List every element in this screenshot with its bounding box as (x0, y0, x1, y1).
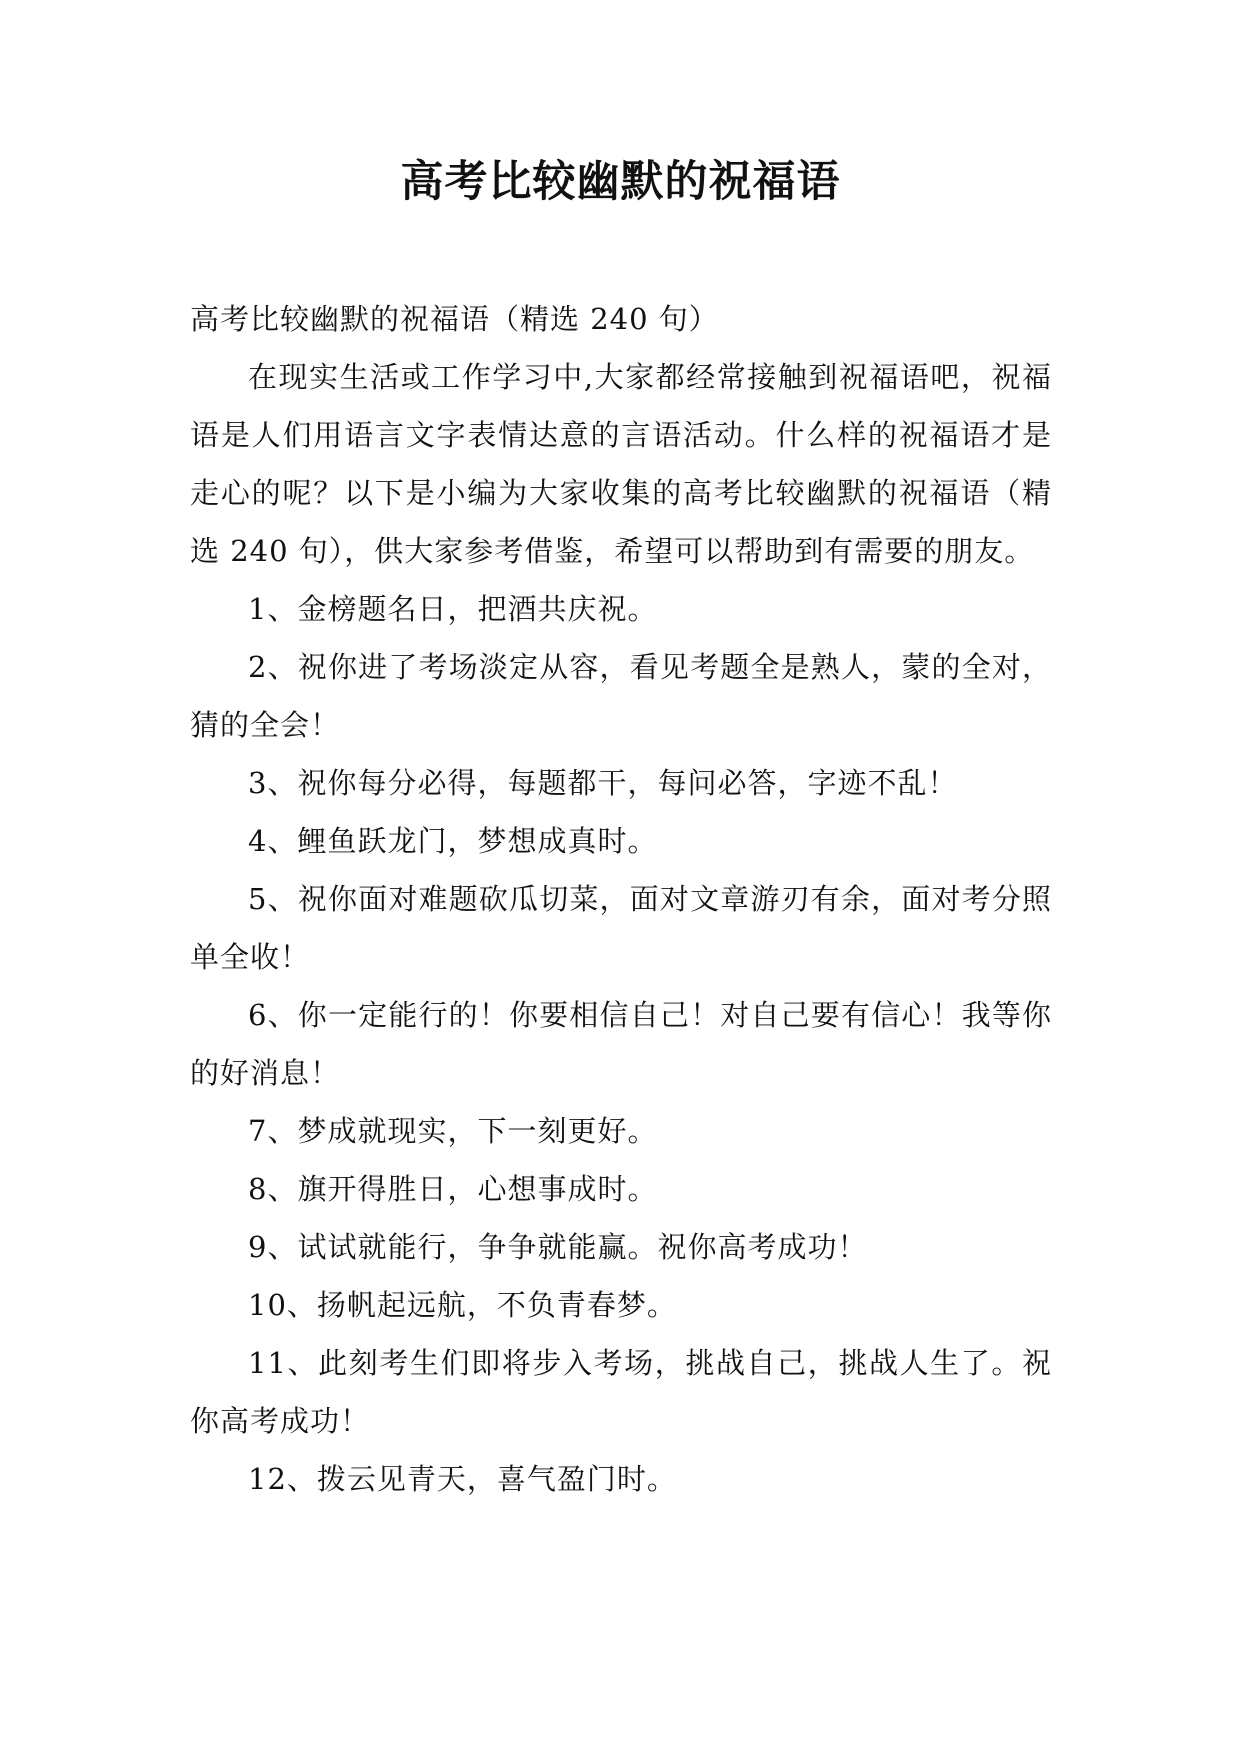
greeting-item-7: 7、梦成就现实，下一刻更好。 (248, 1114, 658, 1148)
greeting-item-5: 5、祝你面对难题砍瓜切菜，面对文章游刃有余，面对考分照单全收！ (190, 882, 1052, 974)
intro-paragraph: 在现实生活或工作学习中,大家都经常接触到祝福语吧，祝福语是人们用语言文字表情达意的言语活动。什么样的祝福语才是走心的呢？以下是小编为大家收集的高考比较幽默的祝福语（精选 240 句），供大家参考借鉴，希望可以帮助到有需要的朋友。 (190, 360, 1052, 568)
greeting-item-9: 9、试试就能行，争争就能赢。祝你高考成功！ (248, 1230, 868, 1264)
greeting-item-10: 10、扬帆起远航，不负青春梦。 (248, 1288, 677, 1322)
greeting-item-6: 6、你一定能行的！你要相信自己！对自己要有信心！我等你的好消息！ (190, 998, 1052, 1090)
greeting-item-1: 1、金榜题名日，把酒共庆祝。 (248, 592, 658, 626)
greeting-item-3: 3、祝你每分必得，每题都干，每问必答，字迹不乱！ (248, 766, 958, 800)
greeting-item-2: 2、祝你进了考场淡定从容，看见考题全是熟人，蒙的全对，猜的全会！ (190, 650, 1052, 742)
greeting-item-12: 12、拨云见青天，喜气盈门时。 (248, 1462, 677, 1496)
greeting-item-4: 4、鲤鱼跃龙门，梦想成真时。 (248, 824, 658, 858)
document-body (190, 290, 1052, 1508)
document-title: 高考比较幽默的祝福语 (400, 157, 841, 207)
greeting-item-8: 8、旗开得胜日，心想事成时。 (248, 1172, 658, 1206)
document-subtitle: 高考比较幽默的祝福语（精选 240 句） (190, 302, 719, 336)
greeting-item-11: 11、此刻考生们即将步入考场，挑战自己，挑战人生了。祝你高考成功！ (190, 1346, 1052, 1438)
